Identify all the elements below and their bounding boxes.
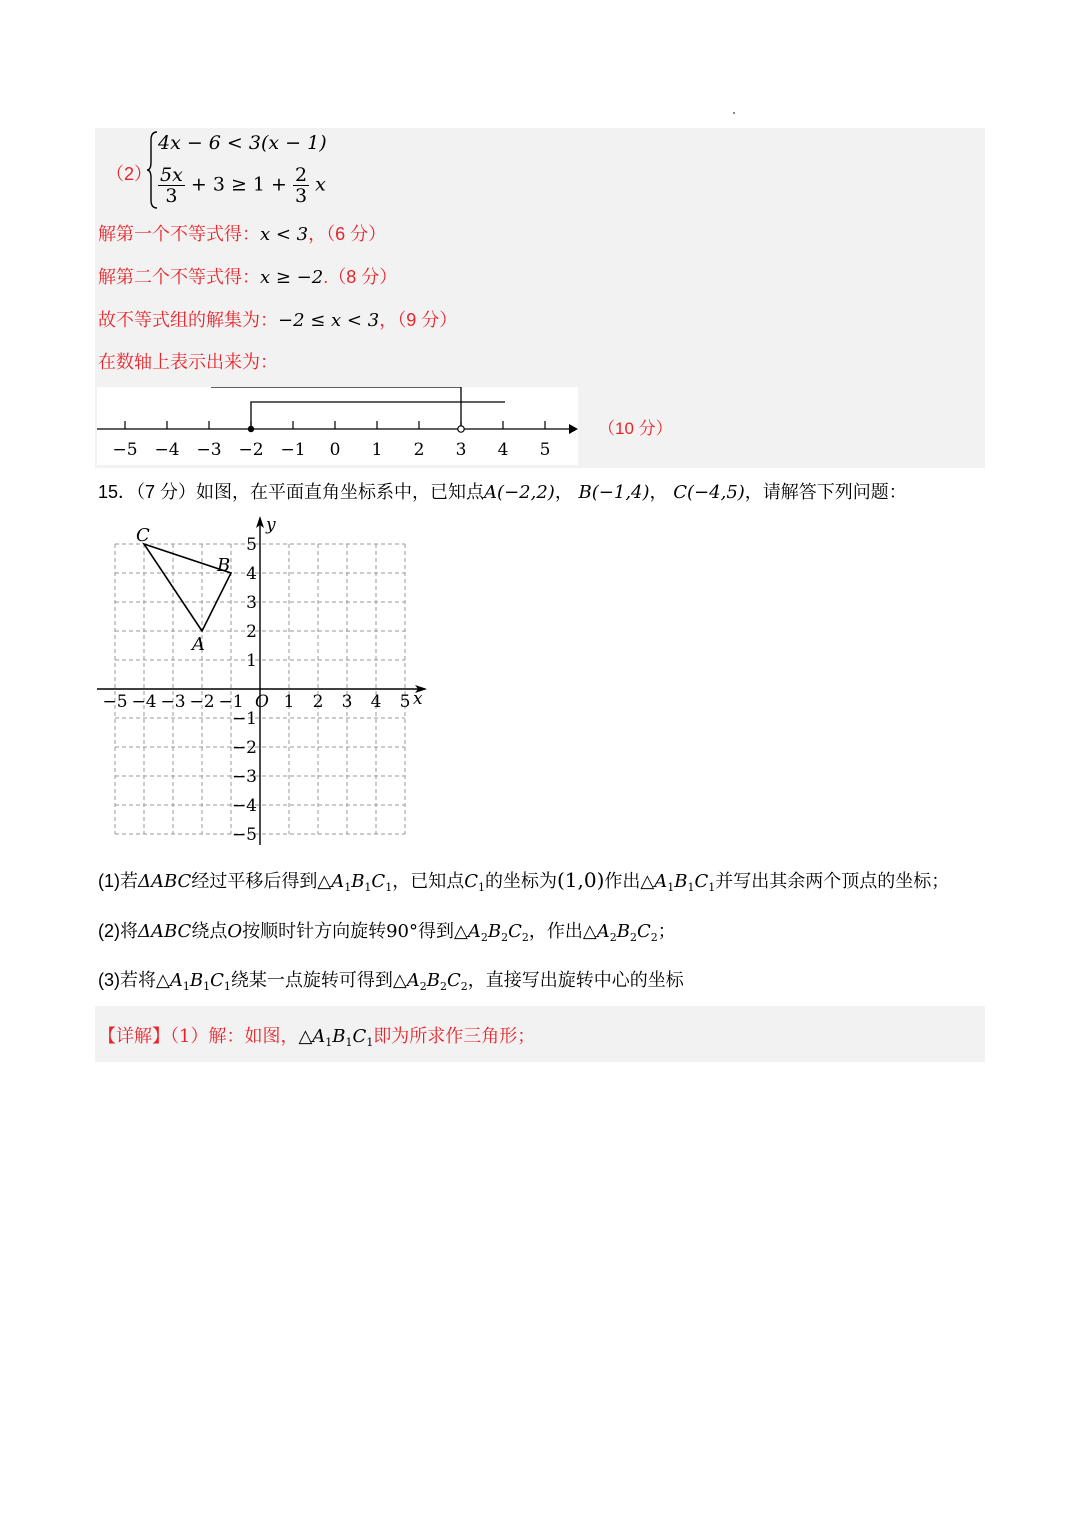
answer-line <box>98 1022 535 1049</box>
vertex-label-a: A <box>192 634 205 655</box>
tick-label: −5 <box>112 440 138 460</box>
x-axis-label: x <box>413 689 423 709</box>
triangle-a2b2c2: $A_2B_2C_2$ <box>596 921 658 944</box>
question-part-3 <box>98 966 684 993</box>
text: 得到△ <box>418 921 468 942</box>
x-tick-label: 1 <box>283 692 295 712</box>
text: 并写出其余两个顶点的坐标； <box>715 871 950 892</box>
open-dot-3 <box>458 426 464 432</box>
step-text: 解第一个不等式得： <box>98 224 260 245</box>
text: （1）解：如图， <box>170 1026 299 1047</box>
frac-numerator: 5x <box>160 164 183 186</box>
y-axis-label: y <box>266 515 276 535</box>
tick-label: −3 <box>196 440 222 460</box>
text: ； <box>657 921 676 942</box>
text: 作出△ <box>604 871 655 892</box>
c1-coordinate: (1,0) <box>556 868 605 892</box>
origin-label: O <box>255 692 269 712</box>
inequality-middle: + 3 ≥ 1 + <box>190 173 287 196</box>
answer-tag: 【详解】 <box>98 1026 170 1047</box>
part-label: (1) <box>98 871 120 891</box>
x-tick-label: 3 <box>341 692 353 712</box>
y-tick-label: 1 <box>246 651 257 671</box>
y-tick-label: 2 <box>246 622 257 642</box>
point-c1: $C_1$ <box>464 871 485 894</box>
vertex-label-c: C <box>136 525 150 546</box>
text: 若将△ <box>120 970 170 991</box>
point-c-coord: C(−4,5) <box>673 482 745 503</box>
stem-text: 如图，在平面直角坐标系中，已知点 <box>196 482 485 503</box>
question-stem <box>98 478 907 504</box>
solution-ray-ge-neg2 <box>251 402 505 429</box>
triangle-a2b2c2: $A_2B_2C_2$ <box>406 970 468 993</box>
triangle-abc: ΔABC <box>138 871 192 892</box>
triangle-a1b1c1: $A_1B_1C_1$ <box>654 871 716 894</box>
y-tick-label: 5 <box>246 535 257 555</box>
y-tick-label: 3 <box>246 593 257 613</box>
stem-tail: ，请解答下列问题： <box>744 482 907 503</box>
coordinate-grid-figure <box>95 510 435 845</box>
point-o: O <box>227 921 243 942</box>
number-line <box>97 387 578 465</box>
tick-label: −1 <box>280 440 306 460</box>
solution-step-1 <box>98 222 386 247</box>
step-math: −2 ≤ x < 3 <box>278 310 380 331</box>
text: 即为所求作三角形； <box>373 1026 536 1047</box>
solution-step-4: 在数轴上表示出来为： <box>98 352 278 373</box>
part-label: (3) <box>98 970 120 990</box>
y-tick-label: −4 <box>231 796 257 816</box>
triangle-a1b1c1: $A_1B_1C_1$ <box>312 1026 374 1049</box>
vertex-label-b: B <box>217 555 231 576</box>
part-label: （2） <box>106 164 153 184</box>
step-math: x < 3 <box>260 224 309 245</box>
question-part-2 <box>98 917 676 944</box>
tick-label: 3 <box>455 440 467 460</box>
step-score: ，（9 分） <box>379 310 458 330</box>
triangle-a2b2c2: $A_2B_2C_2$ <box>467 921 529 944</box>
tick-label: 4 <box>497 440 509 460</box>
solution-step-2 <box>98 265 397 290</box>
closed-dot-neg2 <box>248 426 254 432</box>
step-score: ，（6 分） <box>308 224 387 244</box>
step-math: x ≥ −2 <box>260 267 324 288</box>
x-tick-label: −2 <box>189 692 215 712</box>
y-tick-label: −5 <box>231 825 257 845</box>
text: ，作出△ <box>528 921 597 942</box>
text: ，直接写出旋转中心的坐标 <box>467 970 684 991</box>
inequality-tail: x <box>315 173 326 196</box>
x-tick-label: −4 <box>131 692 157 712</box>
text: 经过平移后得到△ <box>191 871 332 892</box>
point-a-coord: A(−2,2) <box>484 482 555 503</box>
tick-label: 0 <box>329 440 341 460</box>
point-b-coord: B(−1,4) <box>578 482 650 503</box>
frac-numerator: 2 <box>295 164 308 186</box>
part-label: (2) <box>98 921 120 941</box>
solution-step-3 <box>98 308 457 333</box>
separator: ， <box>554 482 573 503</box>
inequality-2 <box>158 165 326 206</box>
fraction-5x-3 <box>158 165 185 206</box>
triangle-abc: ΔABC <box>138 921 192 942</box>
question-number: 15． <box>98 482 137 502</box>
text: ，已知点 <box>392 871 465 892</box>
triangle-a1b1c1: $A_1B_1C_1$ <box>331 871 393 894</box>
y-tick-label: −1 <box>231 709 257 729</box>
text: 按顺时针方向旋转 <box>242 921 387 942</box>
question-part-1 <box>98 867 949 894</box>
x-tick-label: 2 <box>312 692 324 712</box>
number-line-figure <box>97 387 578 465</box>
number-line-score: （10 分） <box>598 419 673 438</box>
x-tick-label: −3 <box>160 692 186 712</box>
text: 将 <box>120 921 138 942</box>
tick-label: 5 <box>539 440 551 460</box>
tick-label: 2 <box>413 440 425 460</box>
step-text: 解第二个不等式得： <box>98 267 260 288</box>
text: 若 <box>120 871 138 892</box>
triangle-symbol: △ <box>298 1026 313 1047</box>
step-text: 故不等式组的解集为： <box>98 310 278 331</box>
y-tick-label: 4 <box>246 564 257 584</box>
x-tick-label: −1 <box>218 692 244 712</box>
inequality-1: 4x − 6 < 3(x − 1) <box>158 132 327 154</box>
frac-denominator: 3 <box>295 185 308 207</box>
x-tick-label: −5 <box>102 692 128 712</box>
solution-ray-lt-3 <box>211 387 461 429</box>
tick-label: 1 <box>371 440 383 460</box>
frac-denominator: 3 <box>165 185 178 207</box>
fraction-2-3 <box>293 165 309 206</box>
tick-label: −4 <box>154 440 180 460</box>
triangle-a1b1c1: $A_1B_1C_1$ <box>169 970 231 993</box>
text: 绕某一点旋转可得到△ <box>230 970 407 991</box>
text: 的坐标为 <box>484 871 557 892</box>
y-tick-label: −2 <box>231 738 257 758</box>
separator: ， <box>649 482 668 503</box>
question-points: （7 分） <box>136 482 197 502</box>
angle-90: 90° <box>386 921 419 942</box>
x-tick-label: 4 <box>370 692 382 712</box>
y-tick-label: −3 <box>231 767 257 787</box>
number-line-arrow <box>569 424 578 434</box>
step-score: .（8 分） <box>323 267 398 287</box>
x-tick-label: 5 <box>399 692 411 712</box>
tick-label: −2 <box>238 440 264 460</box>
page-mark <box>733 112 735 114</box>
text: 绕点 <box>191 921 228 942</box>
